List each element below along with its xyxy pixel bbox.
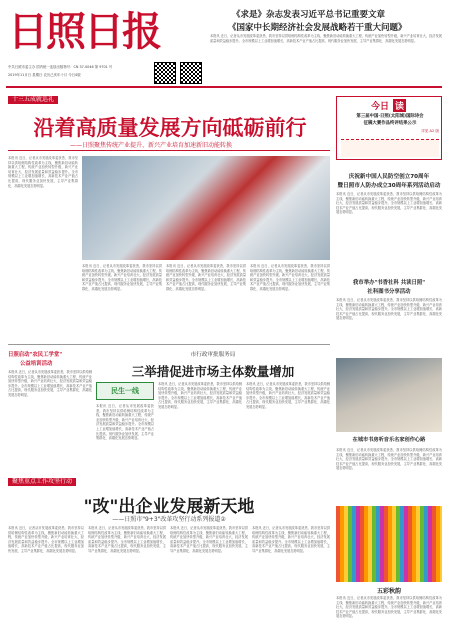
autumn-photo (336, 506, 442, 582)
factory-photo (82, 156, 330, 260)
bottom-article-body: 本报讯 近日，记者从市发展改革委获悉，我市坚持以供给侧结构性改革为主线，聚焦新旧动能转换重大工程，传统产业加快转型升级，新兴产业培育壮大，经济发展质量和效益稳步提升。全市规模以上工业增加值增长，高新技术产业产值占比提高，现代服务业加快发展，主导产业集群化、高端化发展态势明显。 (170, 526, 248, 553)
mid-divider (8, 344, 330, 345)
article-body: 本报讯 近日，记者从市发展改革委获悉，我市坚持以供给侧结构性改革为主线，聚焦新旧动能转换重大工程，传统产业加快转型升级，新兴产业培育壮大，经济发展质量和效益稳步提升。全市规模以上工业增加值增长，高新技术产业产值占比提高，现代服务业加快发展，主导产业集群化、高端化发展态势明显。 (250, 264, 330, 291)
music-photo (336, 358, 442, 432)
bottom-article-body: 本报讯 近日，记者从市发展改革委获悉，我市坚持以供给侧结构性改革为主线，聚焦新旧动能转换重大工程，传统产业加快转型升级，新兴产业培育壮大，经济发展质量和效益稳步提升。全市规模以上工业增加值增长，高新技术产业产值占比提高，现代服务业加快发展，主导产业集群化、高端化发展态势明显。 (88, 526, 166, 553)
top-news-line1: 《求是》杂志发表习近平总书记重要文章 (232, 10, 386, 20)
registration-marks (196, 633, 232, 640)
headline-divider (8, 150, 330, 151)
masthead-title: 日照日报 (8, 8, 160, 55)
left-news-title: 日照启动"农民工学堂" (8, 352, 63, 358)
bottom-article-body: 本报讯 近日，记者从市发展改革委获悉，我市坚持以供给侧结构性改革为主线，聚焦新旧动能转换重大工程，传统产业加快转型升级，新兴产业培育壮大，经济发展质量和效益稳步提升。全市规模以上工业增加值增长，高新技术产业产值占比提高，现代服务业加快发展，主导产业集群化、高端化发展态势明显。 (252, 526, 330, 553)
masthead-date: 2019年11月日 星期日 农历己亥年十月 今日4版 (8, 73, 81, 77)
headline-bottom: "改"出企业发展新天地 (83, 497, 255, 517)
top-news-line2: 《国家中长期经济社会发展战略若干重大问题》 (228, 23, 407, 33)
left-news-body: 本报讯 近日，记者从市发展改革委获悉，我市坚持以供给侧结构性改革为主线，聚焦新旧动能转换重大工程，传统产业加快转型升级，新兴产业培育壮大，经济发展质量和效益稳步提升。全市规模以上工业增加值增长，高新技术产业产值占比提高，现代服务业加快发展，主导产业集群化、高端化发展态势明显。 (8, 370, 92, 397)
masthead-divider (6, 86, 442, 88)
side-news2-title: 我市举办"书香社科 共读日照" (352, 280, 426, 286)
side-news1-body: 本报讯 近日，记者从市发展改革委获悉，我市坚持以供给侧结构性改革为主线，聚焦新旧动能转换重大工程，传统产业加快转型升级，新兴产业培育壮大，经济发展质量和效益稳步提升。全市规模以上工业增加值增长，高新技术产业产值占比提高，现代服务业加快发展，主导产业集群化、高端化发展态势明显。 (336, 192, 442, 215)
section-tag: 十三五成就巡礼 (8, 96, 58, 104)
right-nav-line2: 征稿大赛作品终评结果公示 (363, 121, 417, 126)
side-news3-body: 本报讯 近日，记者从市发展改革委获悉，我市坚持以供给侧结构性改革为主线，聚焦新旧动能转换重大工程，传统产业加快转型升级，新兴产业培育壮大，经济发展质量和效益稳步提升。全市规模以上工业增加值增长，高新技术产业产值占比提高，现代服务业加快发展，主导产业集群化、高端化发展态势明显。 (336, 448, 442, 471)
subhead-main: ——日照聚焦传统产业提升、新兴产业培育加速新旧动能转换 (70, 142, 233, 149)
photo-caption: 五彩秋韵 (376, 588, 401, 595)
photo-caption-body: 本报讯 近日，记者从市发展改革委获悉，我市坚持以供给侧结构性改革为主线，聚焦新旧动能转换重大工程，传统产业加快转型升级，新兴产业培育壮大，经济发展质量和效益稳步提升。全市规模以上工业增加值增长，高新技术产业产值占比提高，现代服务业加快发展，主导产业集群化、高端化发展态势明显。 (336, 596, 442, 619)
side-news1-title: 庆祝新中国人民防空创立70周年 (348, 174, 430, 180)
bottom-article-body: 本报讯 近日，记者从市发展改革委获悉，我市坚持以供给侧结构性改革为主线，聚焦新旧动能转换重大工程，传统产业加快转型升级，新兴产业培育壮大，经济发展质量和效益稳步提升。全市规模以上工业增加值增长，高新技术产业产值占比提高，现代服务业加快发展，主导产业集群化、高端化发展态势明显。 (8, 526, 84, 553)
masthead-issue-info: 中共日照市委主办 国内统一连续出版物号：CN 37-0046 第 9701 号 (8, 65, 113, 69)
mid-kicker: 市行政审批服务局 (190, 352, 236, 358)
mid-article-body: 本报讯 近日，记者从市发展改革委获悉，我市坚持以供给侧结构性改革为主线，聚焦新旧动能转换重大工程，传统产业加快转型升级，新兴产业培育壮大，经济发展质量和效益稳步提升。全市规模以上工业增加值增长，高新技术产业产值占比提高，现代服务业加快发展，主导产业集群化、高端化发展态势明显。 (158, 382, 242, 409)
subhead-bottom: ——日照市"9+3"改革攻坚行动系列报道② (112, 516, 226, 523)
article-body: 本报讯 近日，记者从市发展改革委获悉，我市坚持以供给侧结构性改革为主线，聚焦新旧动能转换重大工程，传统产业加快转型升级，新兴产业培育壮大，经济发展质量和效益稳步提升。全市规模以上工业增加值增长，高新技术产业产值占比提高，现代服务业加快发展，主导产业集群化、高端化发展态势明显。 (82, 264, 162, 291)
qr-code-icon (180, 62, 202, 84)
mid-article-body: 本报讯 近日，记者从市发展改革委获悉，我市坚持以供给侧结构性改革为主线，聚焦新旧动能转换重大工程，传统产业加快转型升级，新兴产业培育壮大，经济发展质量和效益稳步提升。全市规模以上工业增加值增长，高新技术产业产值占比提高，现代服务业加快发展，主导产业集群化、高端化发展态势明显。 (96, 404, 154, 441)
headline-secondary: 三举措促进市场主体数量增加 (131, 364, 295, 379)
right-nav-line3: 详见 A2 版 (421, 129, 439, 133)
side-news2-title2: 社科图书分享活动 (367, 289, 411, 295)
right-nav-sub: 读 (393, 99, 406, 112)
qr-code-icon (154, 62, 176, 84)
side-news2-body: 本报讯 近日，记者从市发展改革委获悉，我市坚持以供给侧结构性改革为主线，聚焦新旧动能转换重大工程，传统产业加快转型升级，新兴产业培育壮大，经济发展质量和效益稳步提升。全市规模以上工业增加值增长，高新技术产业产值占比提高，现代服务业加快发展，主导产业集群化、高端化发展态势明显。 (336, 298, 442, 321)
mid-article-body: 本报讯 近日，记者从市发展改革委获悉，我市坚持以供给侧结构性改革为主线，聚焦新旧动能转换重大工程，传统产业加快转型升级，新兴产业培育壮大，经济发展质量和效益稳步提升。全市规模以上工业增加值增长，高新技术产业产值占比提高，现代服务业加快发展，主导产业集群化、高端化发展态势明显。 (246, 382, 330, 409)
promo-banner (341, 139, 439, 157)
article-body: 本报讯 近日，记者从市发展改革委获悉，我市坚持以供给侧结构性改革为主线，聚焦新旧动能转换重大工程，传统产业加快转型升级，新兴产业培育壮大，经济发展质量和效益稳步提升。全市规模以上工业增加值增长，高新技术产业产值占比提高，现代服务业加快发展，主导产业集群化、高端化发展态势明显。 (8, 156, 78, 188)
minsheng-badge (96, 382, 154, 400)
article-body: 本报讯 近日，记者从市发展改革委获悉，我市坚持以供给侧结构性改革为主线，聚焦新旧动能转换重大工程，传统产业加快转型升级，新兴产业培育壮大，经济发展质量和效益稳步提升。全市规模以上工业增加值增长，高新技术产业产值占比提高，现代服务业加快发展，主导产业集群化、高端化发展态势明显。 (166, 264, 246, 291)
minsheng-badge-label: 民生一线 (111, 387, 139, 395)
section-tag: 聚焦重点工作攻坚行动 (8, 478, 76, 486)
right-nav-line1: 第三届中国·日照(太阳城)国际诗会 (356, 114, 424, 119)
top-news-body: 本报讯 近日，记者从市发展改革委获悉，我市坚持以供给侧结构性改革为主线，聚焦新旧动能转换重大工程，传统产业加快转型升级，新兴产业培育壮大，经济发展质量和效益稳步提升。全市规模以上工业增加值增长，高新技术产业产值占比提高，现代服务业加快发展，主导产业集群化、高端化发展态势明显。 (210, 34, 442, 43)
side-news3-title: 在城市书房听音乐名家创作心路 (352, 437, 426, 443)
left-news-title2: 公益培训活动 (20, 361, 53, 367)
headline-main: 沿着高质量发展方向砥砺前行 (33, 115, 307, 140)
right-nav-box (336, 96, 442, 160)
right-nav-label: 今日 (371, 102, 390, 112)
side-news1-title2: 暨日照市人防办成立30周年系列活动启动 (337, 183, 441, 189)
